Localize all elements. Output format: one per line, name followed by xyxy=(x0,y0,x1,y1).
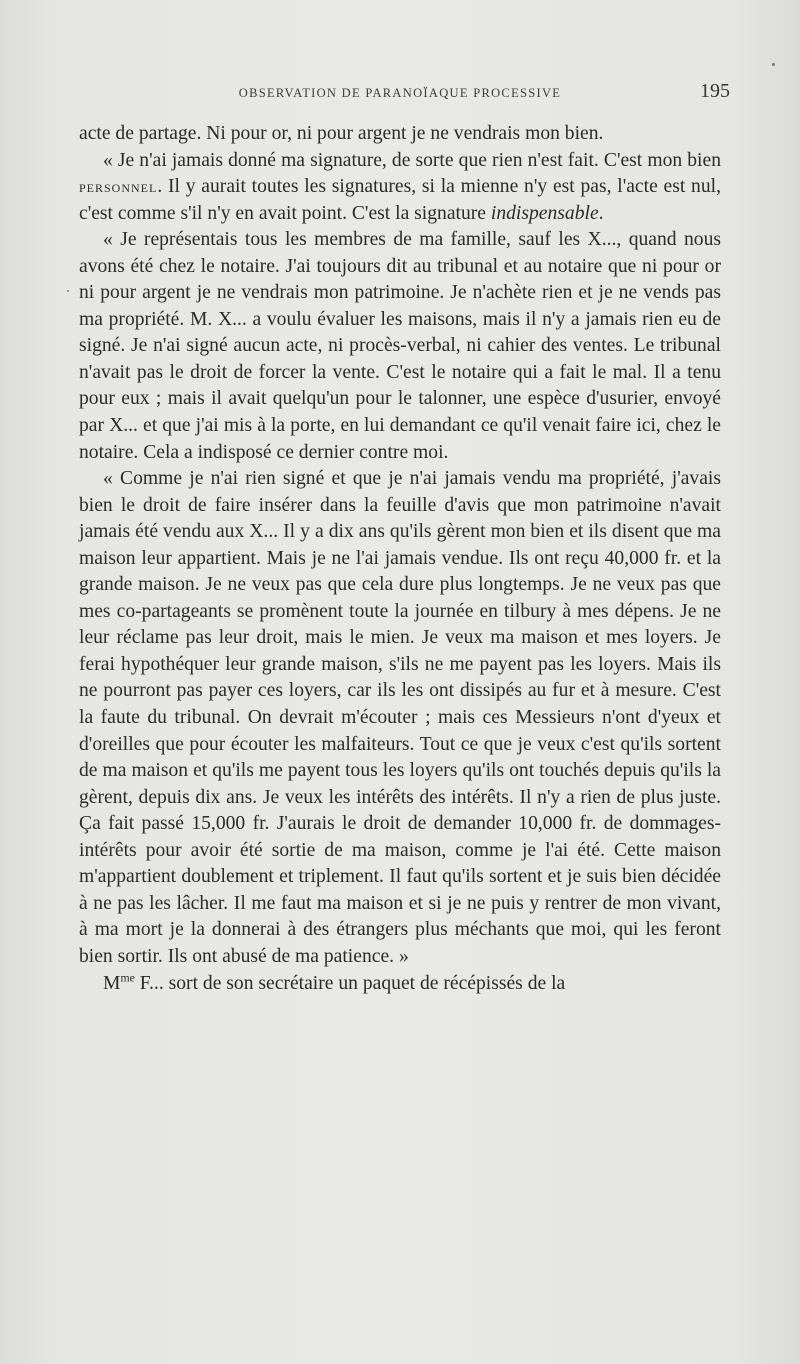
paragraph-1: acte de partage. Ni pour or, ni pour argent je ne vendrais mon bien. xyxy=(79,123,604,144)
paragraph-4: « Comme je n'ai rien signé et que je n'ai jamais vendu ma propriété, j'avais bien le droit de faire insérer dans la feuille d'avis que mon patrimoine n'avait jamais été vendu aux X... Il y a dix ans qu'ils gèrent mon bien et ils disent que ma maison leur appartient. Mais je ne l'ai jamais vendue. Ils ont reçu 40,000 fr. et la grande maison. Je ne veux pas que cela dure plus longtemps. Je ne veux pas que mes co-partageants se promènent toute la journée en tilbury à mes dépens. Je ne leur réclame pas leur droit, mais le mien. Je veux ma maison et mes loyers. Je ferai hypothéquer leur grande maison, s'ils ne me payent pas les loyers. Mais ils ne pourront pas payer ces loyers, car ils les ont dissipés au fur et à mesure. C'est la faute du tribunal. On devrait m'écouter ; mais ces Messieurs n'ont d'yeux et d'oreilles que pour écouter les malfaiteurs. Tout ce que je veux c'est qu'ils sortent de ma maison et qu'ils me payent tous les loyers qu'ils ont touchés depuis qu'ils la gèrent, depuis dix ans. Je veux les intérêts des intérêts. Il n'y a rien de plus juste. Ça fait passé 15,000 fr. J'aurais le droit de demander 10,000 fr. de dommages-intérêts pour avoir été sortie de ma maison, comme je l'ai été. Cette maison m'appartient doublement et triplement. Il faut qu'ils sortent et je suis bien décidée à ne pas les lâcher. Il me faut ma maison et si je ne puis y rentrer de mon vivant, à ma mort je la donnerai à des étrangers plus méchants que moi, qui les feront bien sortir. Ils ont abusé de ma patience. » xyxy=(79,468,721,967)
body-text xyxy=(79,121,721,997)
paragraph-2: « Je n'ai jamais donné ma signature, de sorte que rien n'est fait. C'est mon bien personnel. Il y aurait toutes les signatures, si la mienne n'y est pas, l'acte est nul, c'est comme s'il n'y en avait point. C'est la signature indispensable. xyxy=(79,149,721,224)
running-head: OBSERVATION DE PARANOÏAQUE PROCESSIVE xyxy=(238,86,562,100)
italic-word: indispensable xyxy=(490,202,599,224)
paper-speck xyxy=(772,63,775,66)
page-number: 195 xyxy=(700,80,730,102)
small-caps-word: personnel xyxy=(79,177,158,197)
paragraph-3: « Je représentais tous les membres de ma famille, sauf les X..., quand nous avons été chez le notaire. J'ai toujours dit au tribunal et au notaire que ni pour or ni pour argent je ne vendrais mon patrimoine. Je n'achète rien et je ne vends pas ma propriété. M. X... a voulu évaluer les maisons, mais il n'y a jamais rien eu de signé. Je n'ai signé aucun acte, ni procès-verbal, ni cahier des ventes. Le tribunal n'avait pas le droit de forcer la vente. C'est le notaire qui a fait le mal. Il a tenu pour eux ; mais il avait quelqu'un pour le talonner, une espèce d'usurier, envoyé par X... et que j'ai mis à la porte, en lui demandant ce qu'il venait faire ici, chez le notaire. Cela a indisposé ce dernier contre moi. xyxy=(79,229,721,463)
paragraph-5: $M^{me}$ F... sort de son secrétaire un paquet de récépissés de la xyxy=(103,970,566,994)
paper-speck xyxy=(67,290,69,292)
